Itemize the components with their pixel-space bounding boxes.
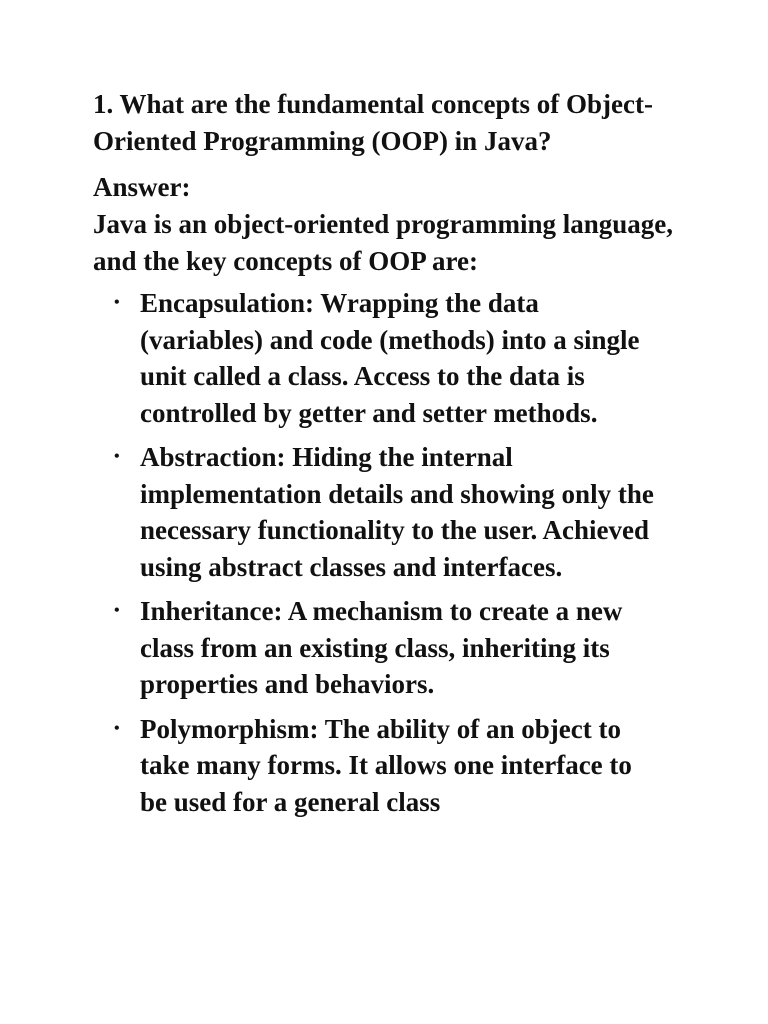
question-heading: 1. What are the fundamental concepts of Object-Oriented Programming (OOP) in Java? — [93, 89, 653, 156]
bullet-icon: • — [114, 719, 120, 737]
answer-section — [93, 169, 693, 820]
list-item-inheritance — [93, 593, 660, 703]
bullet-icon: • — [114, 294, 120, 311]
list-item-text: Polymorphism: The ability of an object to take many forms. It allows one interface to be used for a general class — [140, 713, 632, 817]
list-item-encapsulation — [93, 285, 660, 431]
list-item-text: Abstraction: Hiding the internal implementation details and showing only the necessary functionality to the user. Achieved using abstract classes and interfaces. — [140, 442, 654, 582]
concepts-list — [93, 285, 693, 820]
answer-label: Answer: — [93, 172, 191, 202]
list-item-polymorphism — [93, 711, 660, 821]
list-item-text: Inheritance: A mechanism to create a new class from an existing class, inheriting its properties and behaviors. — [140, 596, 623, 699]
list-item-text: Encapsulation: Wrapping the data (variables) and code (methods) into a single unit called a class. Access to the data is controlled by getter and setter methods. — [140, 288, 640, 428]
list-item-abstraction — [93, 439, 660, 585]
bullet-icon: • — [114, 602, 120, 619]
bullet-icon: • — [114, 448, 120, 465]
answer-intro: Java is an object-oriented programming language, and the key concepts of OOP are: — [93, 209, 673, 276]
